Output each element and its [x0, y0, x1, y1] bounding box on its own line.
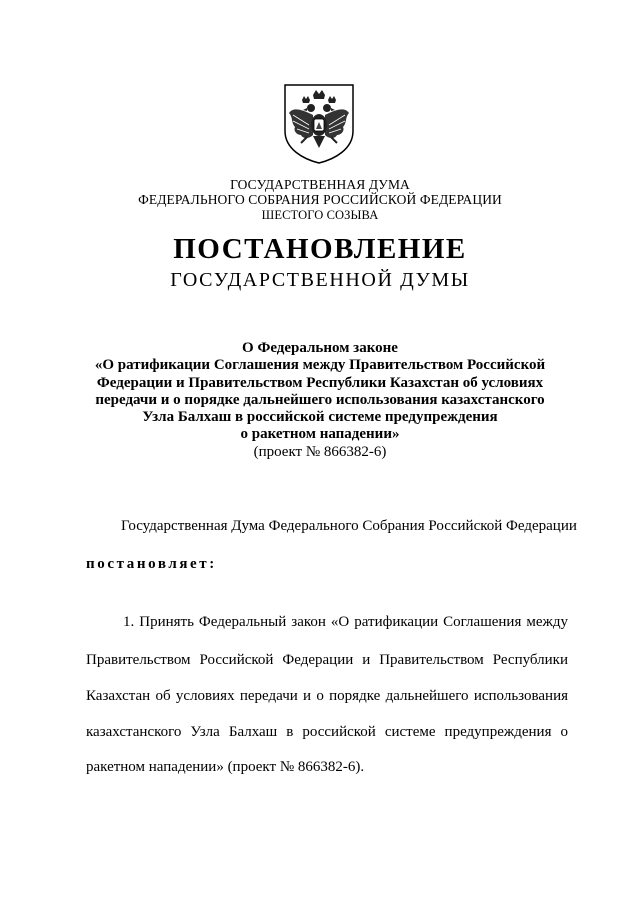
subject-line: О Федеральном законе: [242, 340, 398, 356]
org-name-line2: ФЕДЕРАЛЬНОГО СОБРАНИЯ РОССИЙСКОЙ ФЕДЕРАЦИИ: [138, 192, 502, 207]
org-name-line1: ГОСУДАРСТВЕННАЯ ДУМА: [230, 177, 410, 192]
paragraph-line: казахстанского Узла Балхаш в российской системе предупреждения о: [86, 724, 568, 740]
paragraph-line: Правительством Российской Федерации и Правительством Республики: [86, 652, 568, 668]
subject-line: передачи и о порядке дальнейшего использования казахстанского: [95, 391, 545, 408]
intro-paragraph: Государственная Дума Федерального Собрания Российской Федерации: [121, 518, 577, 534]
document-subtitle: ГОСУДАРСТВЕННОЙ ДУМЫ: [170, 269, 470, 291]
resolves-label: постановляет:: [86, 556, 217, 572]
convocation-line: ШЕСТОГО СОЗЫВА: [261, 208, 379, 222]
paragraph-line: 1. Принять Федеральный закон «О ратификации Соглашения между: [123, 614, 568, 630]
subject-heading: [0, 340, 640, 461]
document-title: ПОСТАНОВЛЕНИЕ: [173, 233, 467, 265]
project-number: (проект № 866382-6): [253, 443, 387, 460]
coat-of-arms-emblem: [283, 83, 355, 165]
subject-line: Узла Балхаш в российской системе предупреждения: [142, 409, 498, 426]
subject-line: о ракетном нападении»: [240, 426, 400, 443]
subject-line: «О ратификации Соглашения между Правительством Российской: [94, 357, 546, 374]
subject-line: Федерации и Правительством Республики Казахстан об условиях: [96, 374, 544, 391]
paragraph-line: ракетном нападении» (проект № 866382-6).: [86, 759, 365, 775]
paragraph-line: Казахстан об условиях передачи и о порядке дальнейшего использования: [86, 688, 568, 704]
